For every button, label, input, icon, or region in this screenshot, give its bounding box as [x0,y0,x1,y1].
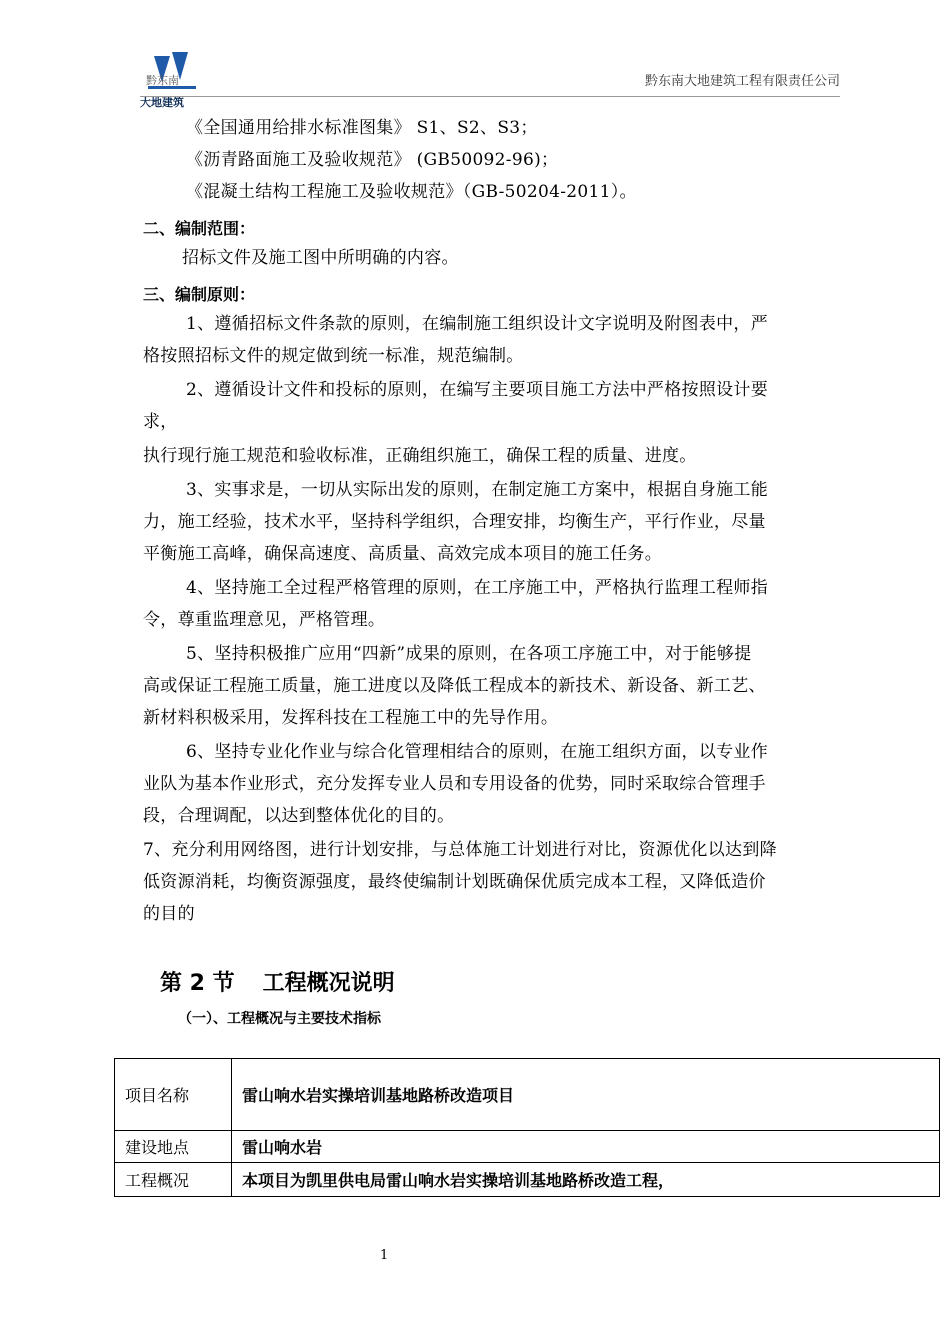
body-line: 新材料积极采用，发挥科技在工程施工中的先导作用。 [143,708,559,728]
page-header [140,52,840,108]
row-value: 本项目为凯里供电局雷山响水岩实操培训基地路桥改造工程， [232,1163,940,1197]
row-value: 雷山响水岩实操培训基地路桥改造项目 [232,1059,940,1131]
company-logo [140,52,202,108]
heading-principles: 三、编制原则： [143,285,256,304]
row-value: 雷山响水岩 [232,1131,940,1163]
ref-line-1: 《全国通用给排水标准图集》 S1、S2、S3； [186,118,538,138]
body-line: 段，合理调配，以达到整体优化的目的。 [143,806,455,826]
section-number: 第 2 节 [160,971,235,996]
body-line: 执行现行施工规范和验收标准，正确组织施工，确保工程的质量、进度。 [143,446,697,466]
logo-text-top: 黔东南 [146,74,179,87]
project-info-table [114,1058,940,1197]
body-line: 格按照招标文件的规定做到统一标准，规范编制。 [143,346,524,366]
table-row [115,1163,940,1197]
body-line: 5、坚持积极推广应用“四新”成果的原则，在各项工序施工中，对于能够提 [186,644,752,664]
body-line: 高或保证工程施工质量，施工进度以及降低工程成本的新技术、新设备、新工艺、 [143,676,766,696]
body-line: 求， [143,412,178,432]
row-label: 项目名称 [115,1059,232,1131]
body-line: 4、坚持施工全过程严格管理的原则，在工序施工中，严格执行监理工程师指 [186,578,769,598]
subsection-heading: （一）、工程概况与主要技术指标 [178,1011,381,1027]
header-rule [140,96,840,97]
ref-line-3: 《混凝土结构工程施工及验收规范》（GB-50204-2011）。 [186,182,637,202]
table-row [115,1131,940,1163]
page-number: 1 [380,1248,389,1263]
body-line: 3、实事求是，一切从实际出发的原则，在制定施工方案中，根据自身施工能 [186,480,769,500]
body-line: 7、充分利用网络图，进行计划安排，与总体施工计划进行对比，资源优化以达到降 [143,840,777,860]
body-line: 平衡施工高峰，确保高速度、高质量、高效完成本项目的施工任务。 [143,544,662,564]
body-line: 的目的 [143,904,195,924]
body-line: 低资源消耗，均衡资源强度，最终使编制计划既确保优质完成本工程，又降低造价 [143,872,766,892]
body-line: 力，施工经验，技术水平，坚持科学组织，合理安排，均衡生产，平行作业，尽量 [143,512,766,532]
body-line: 2、遵循设计文件和投标的原则，在编写主要项目施工方法中严格按照设计要 [186,380,769,400]
body-line: 令，尊重监理意见，严格管理。 [143,610,386,630]
logo-text-bottom: 大地建筑 [140,96,184,109]
section-title: 工程概况说明 [262,971,395,996]
table-row [115,1059,940,1131]
heading-scope: 二、编制范围： [143,219,256,238]
body-line: 业队为基本作业形式，充分发挥专业人员和专用设备的优势，同时采取综合管理手 [143,774,766,794]
scope-text: 招标文件及施工图中所明确的内容。 [182,248,459,268]
row-label: 建设地点 [115,1131,232,1163]
body-line: 1、遵循招标文件条款的原则，在编制施工组织设计文字说明及附图表中，严 [186,314,769,334]
body-line: 6、坚持专业化作业与综合化管理相结合的原则，在施工组织方面，以专业作 [186,742,769,762]
section-heading [160,966,423,997]
company-name: 黔东南大地建筑工程有限责任公司 [644,74,840,89]
ref-line-2: 《沥青路面施工及验收规范》 (GB50092-96)； [186,150,559,170]
row-label: 工程概况 [115,1163,232,1197]
